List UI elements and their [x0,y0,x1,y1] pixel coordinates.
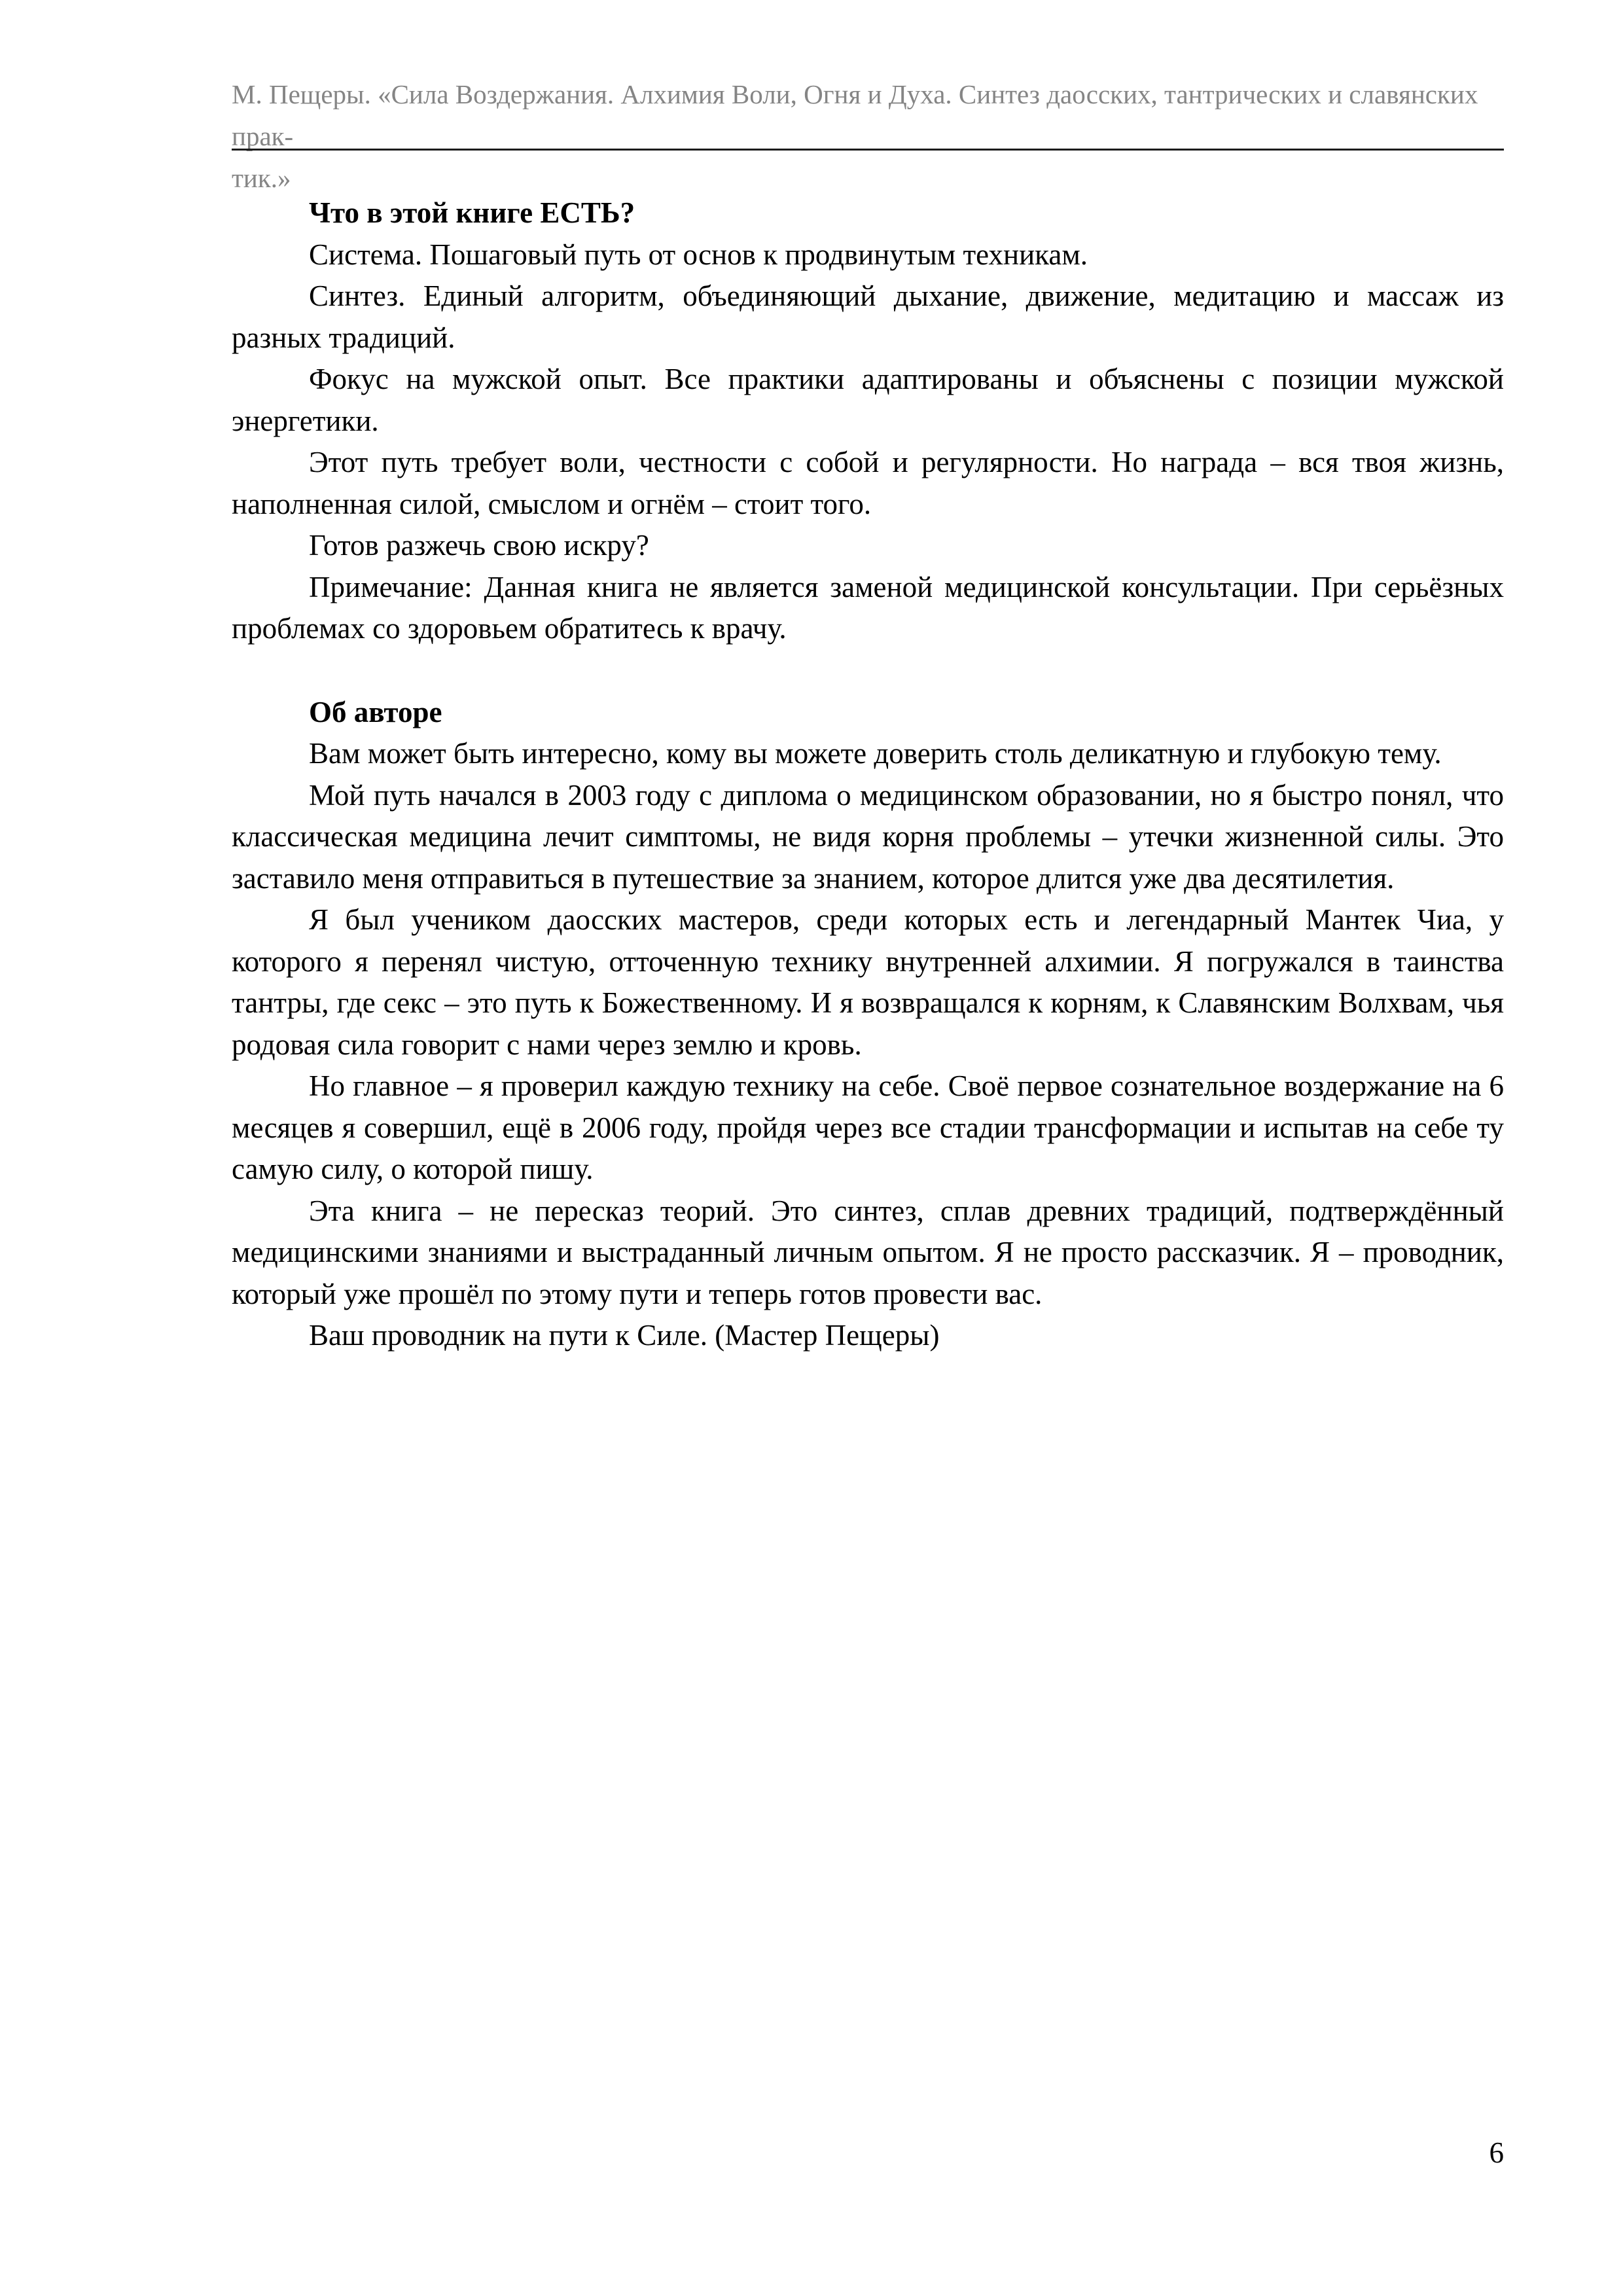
paragraph: Фокус на мужской опыт. Все практики адаптированы и объяснены с позиции мужской энергетики. [232,363,1504,437]
paragraph: Этот путь требует воли, честности с собой и регулярности. Но награда – вся твоя жизнь, наполненная силой, смыслом и огнём – стоит того. [232,446,1504,520]
running-header [232,73,1504,199]
header-rule [232,149,1504,151]
paragraph: Эта книга – не пересказ теорий. Это синтез, сплав древних традиций, подтверждённый медицинскими знаниями и выстраданный личным опытом. Я не просто рассказчик. Я – проводник, который уже прошёл по этому пути и теперь готов провести вас. [232,1194,1504,1310]
paragraph: Синтез. Единый алгоритм, объединяющий дыхание, движение, медитацию и массаж из разных традиций. [232,279,1504,354]
paragraph: Ваш проводник на пути к Силе. (Мастер Пещеры) [309,1319,940,1352]
paragraph: Система. Пошаговый путь от основ к продвинутым техникам. [309,238,1088,271]
paragraph: Мой путь начался в 2003 году с диплома о медицинском образовании, но я быстро понял, что классическая медицина лечит симптомы, не видя корня проблемы – утечки жизненной силы. Это заставило меня отправиться в путешествие за знанием, которое длится уже два десятилетия. [232,778,1504,895]
section-heading-what-is-in-book: Что в этой книге ЕСТЬ? [309,196,635,229]
paragraph: Вам может быть интересно, кому вы можете доверить столь деликатную и глубокую тему. [309,737,1442,770]
paragraph: Примечание: Данная книга не является заменой медицинской консультации. При серьёзных проблемах со здоровьем обратитесь к врачу. [232,570,1504,645]
paragraph: Но главное – я проверил каждую технику на себе. Своё первое сознательное воздержание на 6 месяцев я совершил, ещё в 2006 году, пройдя через все стадии трансформации и испытав на себе ту самую силу, о которой пишу. [232,1069,1504,1185]
running-header-line-2: тик.» [232,163,291,193]
section-spacer [232,650,1504,692]
page-number: 6 [1489,2136,1504,2169]
running-header-line-1: М. Пещеры. «Сила Воздержания. Алхимия Воли, Огня и Духа. Синтез даосских, тантрических и славянских прак- [232,79,1478,151]
paragraph: Я был учеником даосских мастеров, среди которых есть и легендарный Мантек Чиа, у которого я перенял чистую, отточенную технику внутренней алхимии. Я погружался в таинства тантры, где секс – это путь к Божественному. И я возвращался к корням, к Славянским Волхвам, чья родовая сила говорит с нами через землю и кровь. [232,903,1504,1061]
page-content [232,192,1504,1357]
section-heading-about-author: Об авторе [309,695,442,728]
paragraph: Готов разжечь свою искру? [309,529,649,562]
